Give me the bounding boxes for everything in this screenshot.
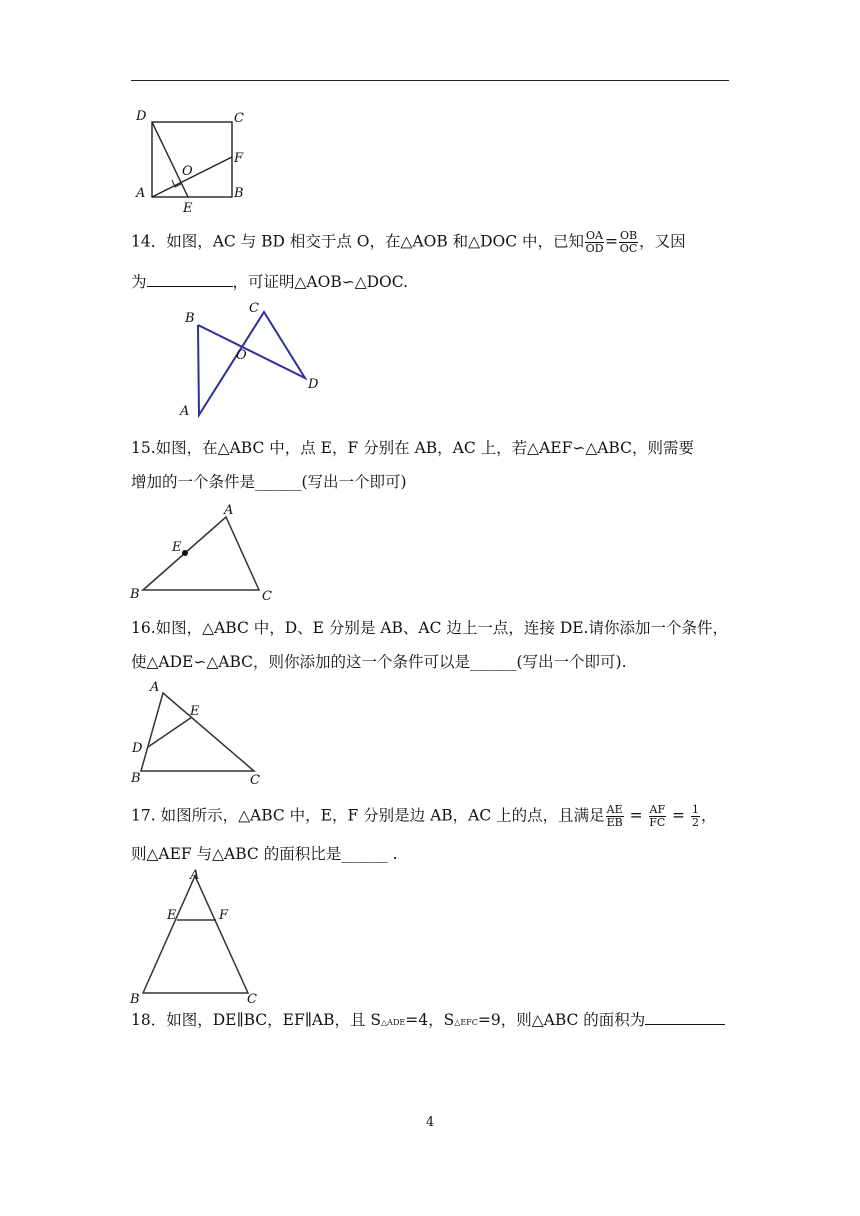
q17-text-b: ，: [700, 806, 717, 825]
question-17-line-2: 则△AEF 与△ABC 的面积比是______ .: [131, 845, 398, 863]
label-e: E: [167, 908, 177, 923]
page-number: 4: [425, 1115, 435, 1130]
label-a: A: [180, 404, 190, 419]
figure-triangle-ef: [128, 866, 268, 1006]
question-16-line-2: 使△ADE∽△ABC，则你添加的这一个条件可以是______(写出一个即可).: [131, 653, 627, 671]
figure-triangle-de: [128, 676, 278, 786]
q14-text-d: ，可证明△AOB∽△DOC.: [232, 273, 409, 291]
label-c: C: [262, 589, 272, 604]
q18-text-a: 18．如图，DE∥BC，EF∥AB，且 S: [131, 1011, 382, 1029]
label-e: E: [183, 201, 193, 216]
label-a: A: [150, 680, 160, 695]
question-17-line-1: [131, 804, 731, 829]
label-c: C: [249, 301, 259, 316]
label-e: E: [172, 540, 182, 555]
equals-sign: =: [604, 232, 618, 251]
header-rule: [131, 80, 729, 81]
fraction-one-half: [691, 804, 700, 829]
question-14-line-2: [131, 272, 731, 292]
label-a: A: [190, 868, 200, 883]
fraction-oa-od: [585, 230, 604, 255]
question-16-line-1: 16.如图，△ABC 中，D、E 分别是 AB、AC 边上一点，连接 DE.请你添加一个条件，: [131, 619, 728, 637]
label-d: D: [132, 741, 143, 756]
q17-text-a: 17. 如图所示，△ABC 中，E，F 分别是边 AB，AC 上的点，且满足: [131, 806, 605, 825]
frac-num: OB: [619, 229, 638, 242]
label-c: C: [234, 111, 244, 126]
label-d: D: [308, 377, 319, 392]
q18-text-c: =9，则△ABC 的面积为: [477, 1011, 646, 1029]
answer-blank[interactable]: [147, 272, 233, 287]
frac-den: 2: [691, 816, 699, 829]
figure-triangle-e: [128, 500, 288, 605]
label-b: B: [234, 186, 244, 201]
label-a: A: [224, 503, 234, 518]
answer-blank[interactable]: [645, 1010, 725, 1025]
question-14-line-1: [131, 230, 731, 255]
q14-text-a: 14．如图，AC 与 BD 相交于点 O，在△AOB 和△DOC 中，已知: [131, 232, 584, 251]
q18-text-b: =4，S: [405, 1011, 455, 1029]
label-f: F: [219, 908, 229, 923]
label-c: C: [250, 773, 260, 788]
label-o: O: [236, 348, 247, 363]
frac-num: OA: [586, 229, 603, 242]
frac-num: AE: [606, 803, 623, 816]
question-15-line-2: 增加的一个条件是______(写出一个即可): [131, 473, 407, 491]
label-b: B: [130, 992, 140, 1007]
label-o: O: [182, 164, 193, 179]
label-f: F: [234, 151, 244, 166]
label-a: A: [136, 186, 146, 201]
frac-den: EB: [606, 816, 623, 829]
label-d: D: [136, 109, 147, 124]
subscript-ade: △ADE: [381, 1018, 406, 1027]
figure-crossed-triangles: [175, 300, 325, 420]
q14-text-b: ，又因: [639, 232, 686, 251]
subscript-efc: △EFC: [454, 1018, 478, 1027]
label-c: C: [247, 992, 257, 1007]
equals-sign: =: [629, 806, 643, 825]
equals-sign: =: [672, 806, 686, 825]
question-18: [131, 1010, 731, 1033]
frac-num: AF: [649, 803, 666, 816]
label-b: B: [130, 587, 140, 602]
frac-num: 1: [691, 803, 699, 816]
fraction-ob-oc: [619, 230, 638, 255]
frac-den: FC: [649, 816, 666, 829]
frac-den: OD: [585, 242, 604, 255]
label-b: B: [185, 311, 195, 326]
figure-square: [130, 105, 260, 215]
q14-text-c: 为: [131, 273, 147, 291]
fraction-ae-eb: [606, 804, 624, 829]
fraction-af-fc: [649, 804, 667, 829]
frac-den: OC: [619, 242, 638, 255]
label-b: B: [131, 771, 141, 786]
label-e: E: [190, 704, 200, 719]
question-15-line-1: 15.如图，在△ABC 中，点 E，F 分别在 AB，AC 上，若△AEF∽△ABC，则需要: [131, 439, 694, 457]
